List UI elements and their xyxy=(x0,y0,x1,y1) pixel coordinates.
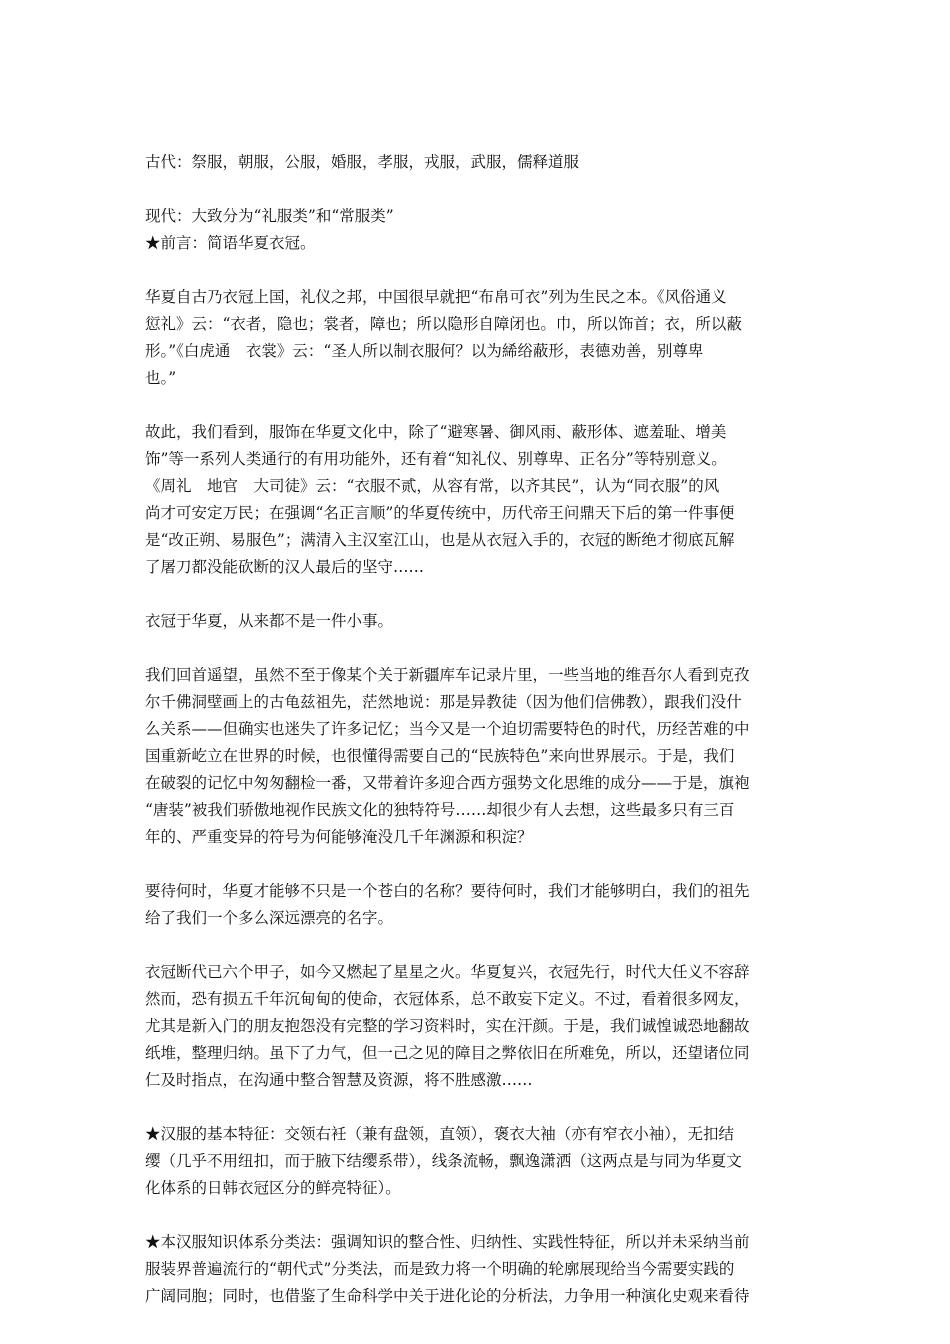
paragraph-line: 纸堆，整理归纳。虽下了力气，但一己之见的障目之弊依旧在所难免，所以，还望诸位同 xyxy=(145,1044,750,1062)
paragraph-line: 《周礼 地官 大司徒》云：“衣服不贰，从容有常，以齐其民”，认为“同衣服”的风 xyxy=(145,477,720,495)
ancient-clothing-categories: 古代：祭服，朝服，公服，婚服，孝服，戎服，武服，儒释道服 xyxy=(145,153,580,171)
paragraph-revival xyxy=(145,959,813,1094)
spacer xyxy=(145,1094,813,1121)
paragraph-line: 缨（几乎不用纽扣，而于腋下结缨系带），线条流畅，飘逸潇洒（这两点是与同为华夏文 xyxy=(145,1152,742,1170)
spacer xyxy=(145,581,813,608)
preface-heading: ★前言：简语华夏衣冠。 xyxy=(145,234,316,252)
paragraph-line: 故此，我们看到，服饰在华夏文化中，除了“避寒暑、御风雨、蔽形体、遮羞耻、增美 xyxy=(145,423,727,441)
paragraph-line: 我们回首遥望，虽然不至于像某个关于新疆库车记录片里，一些当地的维吾尔人看到克孜 xyxy=(145,666,750,684)
paragraph-hanfu-features xyxy=(145,1121,813,1202)
paragraph-line: 要待何时，华夏才能够不只是一个苍白的名称？要待何时，我们才能够明白，我们的祖先 xyxy=(145,882,750,900)
paragraph-short-statement xyxy=(145,608,813,635)
paragraph-line: 国重新屹立在世界的时候，也很懂得需要自己的“民族特色”来向世界展示。于是，我们 xyxy=(145,747,735,765)
paragraph-line: 仁及时指点，在沟通中整合智慧及资源，将不胜感激…… xyxy=(145,1071,533,1089)
paragraph-line: 尤其是新入门的朋友抱怨没有完整的学习资料时，实在汗颜。于是，我们诚惶诚恐地翻故 xyxy=(145,1017,750,1035)
paragraph-line: 化体系的日韩衣冠区分的鲜亮特征）。 xyxy=(145,1179,401,1197)
paragraph-line: 华夏自古乃衣冠上国，礼仪之邦，中国很早就把“布帛可衣”列为生民之本。《风俗通义 xyxy=(145,288,727,306)
paragraph-classification-method xyxy=(145,1229,813,1310)
paragraph-line: ★本汉服知识体系分类法：强调知识的整合性、归纳性、实践性特征，所以并未采纳当前 xyxy=(145,1233,750,1251)
paragraph-intro xyxy=(145,284,813,392)
paragraph-line: ★汉服的基本特征：交领右衽（兼有盘领，直领），褒衣大袖（亦有窄衣小袖），无扣结 xyxy=(145,1125,735,1143)
spacer xyxy=(145,392,813,419)
paragraph-line: 衣冠于华夏，从来都不是一件小事。 xyxy=(145,612,394,630)
paragraph-question xyxy=(145,878,813,932)
spacer xyxy=(145,635,813,662)
spacer xyxy=(145,257,813,284)
paragraph-line: 年的、严重变异的符号为何能够淹没几千年渊源和积淀？ xyxy=(145,828,533,846)
paragraph-line: 形。”《白虎通 衣裳》云：“圣人所以制衣服何？以为絺绤蔽形，表德劝善，别尊卑 xyxy=(145,342,704,360)
paragraph-line: 尔千佛洞壁画上的古龟兹祖先，茫然地说：那是异教徒（因为他们信佛教），跟我们没什 xyxy=(145,693,742,711)
modern-clothing-categories: 现代：大致分为“礼服类”和“常服类” xyxy=(145,207,394,225)
paragraph-line: 尚才可安定万民；在强调“名正言顺”的华夏传统中，历代帝王问鼎天下后的第一件事便 xyxy=(145,504,735,522)
paragraph-line: 了屠刀都没能砍断的汉人最后的坚守…… xyxy=(145,558,425,576)
paragraph-line: 衣冠断代已六个甲子，如今又燃起了星星之火。华夏复兴，衣冠先行，时代大任义不容辞 xyxy=(145,963,750,981)
spacer xyxy=(145,851,813,878)
paragraph-line: 是“改正朔、易服色”；满清入主汉室江山，也是从衣冠入手的，衣冠的断绝才彻底瓦解 xyxy=(145,531,735,549)
paragraph-line: 给了我们一个多么深远漂亮的名字。 xyxy=(145,909,394,927)
paragraph-line: 么关系——但确实也迷失了许多记忆；当今又是一个迫切需要特色的时代，历经苦难的中 xyxy=(145,720,750,738)
paragraph-line: 服装界普遍流行的“朝代式”分类法，而是致力将一个明确的轮廓展现给当今需要实践的 xyxy=(145,1260,735,1278)
paragraph-line: 也。” xyxy=(145,369,177,387)
document-page xyxy=(145,149,813,1310)
paragraph-reflection xyxy=(145,662,813,851)
paragraph-line: 在破裂的记忆中匆匆翻检一番，又带着许多迎合西方强势文化思维的成分——于是，旗袍 xyxy=(145,774,750,792)
paragraph-line: 然而，恐有损五千年沉甸甸的使命，衣冠体系，总不敢妄下定义。不过，看着很多网友， xyxy=(145,990,750,1008)
paragraph-line: 愆礼》云：“衣者，隐也；裳者，障也；所以隐形自障闭也。巾，所以饰首；衣，所以蔽 xyxy=(145,315,742,333)
paragraph-line: 广阔同胞；同时，也借鉴了生命科学中关于进化论的分析法，力争用一种演化史观来看待 xyxy=(145,1287,750,1305)
spacer xyxy=(145,1202,813,1229)
paragraph-line: 饰”等一系列人类通行的有用功能外，还有着“知礼仪、别尊卑、正名分”等特别意义。 xyxy=(145,450,727,468)
spacer xyxy=(145,176,813,203)
paragraph-line: “唐装”被我们骄傲地视作民族文化的独特符号……却很少有人去想，这些最多只有三百 xyxy=(145,801,735,819)
spacer xyxy=(145,932,813,959)
paragraph-significance xyxy=(145,419,813,581)
